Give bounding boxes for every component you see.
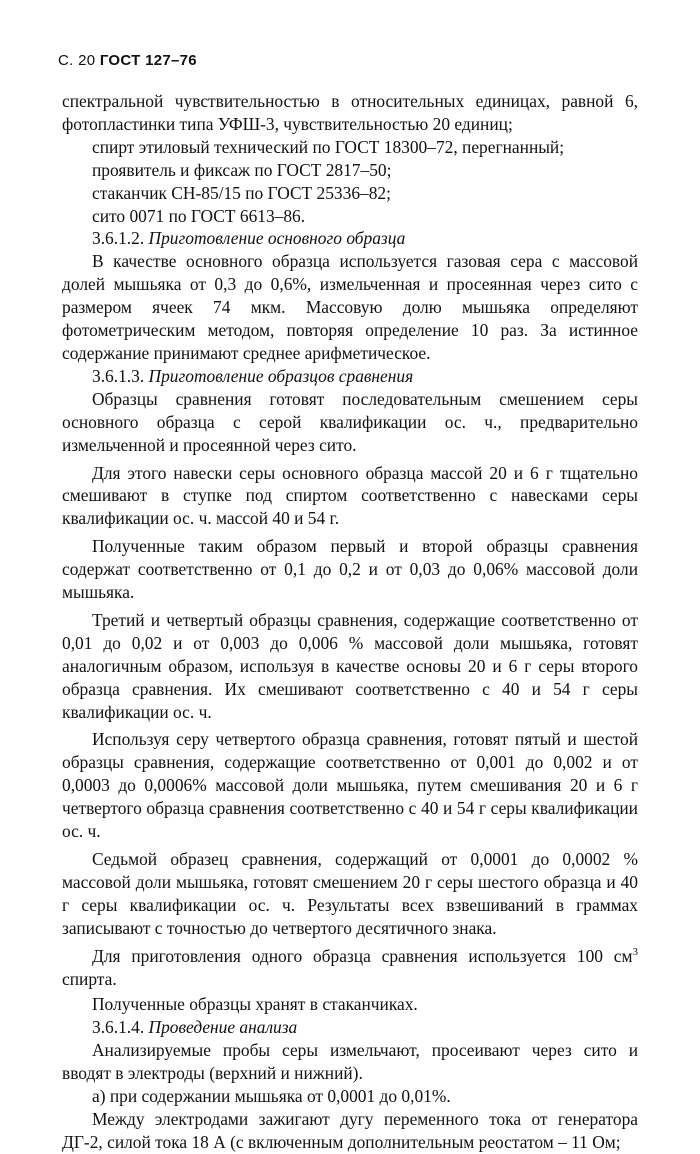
section-title: Приготовление образцов сравнения [148,365,414,386]
paragraph: Полученные образцы хранят в стаканчиках. [92,994,418,1015]
section-number: 3.6.1.3. [92,365,145,386]
list-item: проявитель и фиксаж по ГОСТ 2817–50; [92,159,392,180]
section-number: 3.6.1.4. [92,1017,145,1038]
superscript: 3 [632,945,638,958]
paragraph: спектральной чувствительностью в относительных единицах, равной 6, фотопластинки типа УФШ-3, чувствительностью 20 единиц; [62,91,638,134]
paragraph: Образцы сравнения готовят последовательным смешением серы основного образца с серой квалификации ос. ч., предварительно измельченной и просеянной через сито. [62,388,638,455]
page-number: С. 20 [58,52,96,69]
section-number: 3.6.1.2. [92,228,145,249]
paragraph: Полученные таким образом первый и второй образцы сравнения содержат соответственно от 0,1 до 0,2 и от 0,03 до 0,06% массовой доли мышьяка. [62,536,638,603]
paragraph: Для этого навески серы основного образца массой 20 и 6 г тщательно смешивают в ступке под спиртом соответственно с навесками серы квалификации ос. ч. массой 40 и 54 г. [62,462,638,529]
paragraph: Третий и четвертый образцы сравнения, содержащие соответственно от 0,01 до 0,02 и от 0,003 до 0,006 % массовой доли мышьяка, готовят аналогичным образом, используя в качестве основы 20 и 6 г серы второго образца сравнения. Их смешивают соответственно с 40 и 54 г серы квалификации ос. ч. [62,609,638,722]
paragraph: Седьмой образец сравнения, содержащий от 0,0001 до 0,0002 % массовой доли мышьяка, готовят смешением 20 г серы шестого образца и 40 г серы квалификации ос. ч. Результаты всех взвешиваний в граммах записывают с точностью до четвертого десятичного знака. [62,849,638,938]
paragraph: Анализируемые пробы серы измельчают, просеивают через сито и вводят в электроды (верхний и нижний). [62,1040,638,1084]
list-item: сито 0071 по ГОСТ 6613–86. [92,205,306,226]
paragraph: Используя серу четвертого образца сравнения, готовят пятый и шестой образцы сравнения, содержащие соответственно от 0,001 до 0,002 и от 0,0003 до 0,0006% массовой доли мышьяка, путем смешивания 20 и 6 г четвертого образца сравнения соответственно с 40 и 54 г серы квалификации ос. ч. [62,729,638,842]
list-item: стаканчик СН-85/15 по ГОСТ 25336–82; [92,182,391,203]
paragraph [62,945,638,991]
paragraph: а) при содержании мышьяка от 0,0001 до 0,01%. [92,1086,451,1107]
document-body [62,90,638,1154]
section-heading [62,227,638,250]
paragraph-text: Для приготовления одного образца сравнения используется 100 см [92,945,633,966]
standard-code: ГОСТ 127–76 [99,52,197,69]
paragraph: Между электродами зажигают дугу переменного тока от генератора ДГ-2, силой тока 18 А (с включенным дополнительным реостатом – 11 Ом; [62,1108,638,1152]
paragraph: В качестве основного образца используется газовая сера с массовой долей мышьяка от 0,3 до 0,6%, измельченная и просеянная через сито с размером ячеек 74 мкм. Массовую долю мышьяка определяют фотометрическим методом, повторяя определение 10 раз. За истинное содержание принимают среднее арифметическое. [62,251,638,363]
list-item: спирт этиловый технический по ГОСТ 18300–72, перегнанный; [92,136,565,157]
section-heading [62,365,638,388]
page-header [58,52,197,69]
section-heading [62,1016,638,1039]
section-title: Приготовление основного образца [148,228,406,249]
paragraph-text: спирта. [62,968,117,989]
section-title: Проведение анализа [148,1017,298,1038]
